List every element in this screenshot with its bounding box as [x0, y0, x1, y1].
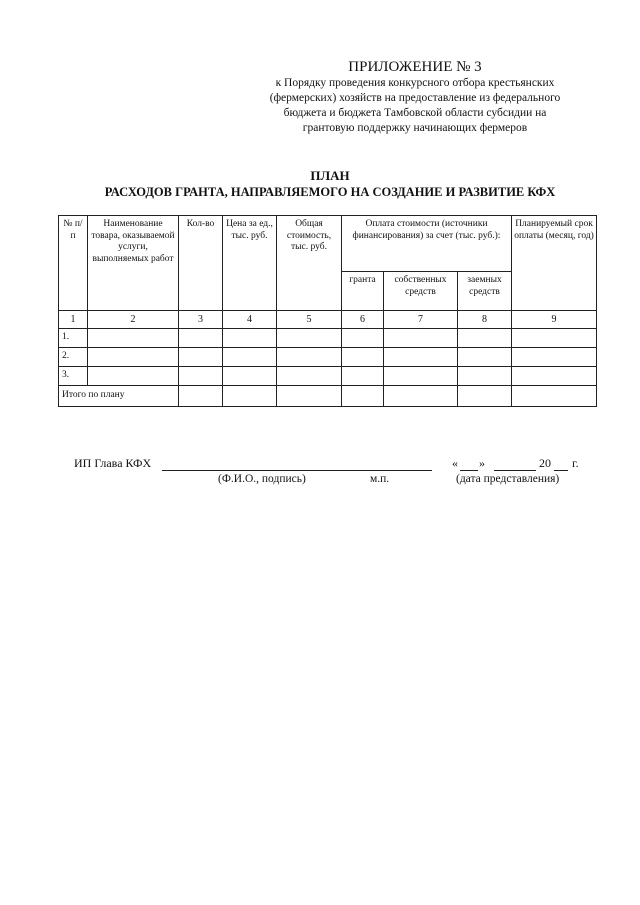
cell-term[interactable] — [512, 329, 597, 348]
header-name: Наименование товара, оказываемой услуги, выполняемых работ — [88, 216, 179, 311]
cell-grant[interactable] — [342, 367, 384, 386]
appendix-line: бюджета и бюджета Тамбовской области субсидии на — [283, 107, 547, 119]
cell-grant[interactable] — [342, 329, 384, 348]
cell-term[interactable] — [512, 367, 597, 386]
year-field[interactable] — [554, 470, 568, 471]
cell-own-funds[interactable] — [384, 329, 458, 348]
table-row — [59, 348, 597, 367]
cell-own-funds[interactable] — [384, 348, 458, 367]
cell-grant[interactable] — [342, 348, 384, 367]
cell-total[interactable] — [277, 348, 342, 367]
year-prefix: 20 — [539, 456, 551, 470]
total-grant[interactable] — [342, 386, 384, 407]
expense-plan-table — [58, 215, 597, 407]
row-index: 3. — [59, 367, 88, 386]
header-total: Общая стоимость, тыс. руб. — [277, 216, 342, 311]
header-loan-funds: заемных средств — [458, 272, 512, 311]
date-open-quote: « — [452, 456, 458, 470]
date-close-quote: » — [479, 456, 485, 470]
cell-loan-funds[interactable] — [458, 367, 512, 386]
cell-qty[interactable] — [179, 367, 223, 386]
column-number: 6 — [342, 311, 384, 329]
fio-caption: (Ф.И.О., подпись) — [218, 473, 306, 485]
date-caption: (дата представления) — [456, 473, 560, 485]
appendix-line: (фермерских) хозяйств на предоставление из федерального — [269, 92, 561, 104]
cell-loan-funds[interactable] — [458, 329, 512, 348]
appendix-line: грантовую поддержку начинающих фермеров — [302, 122, 528, 134]
day-field[interactable] — [460, 470, 478, 471]
document-title — [60, 168, 600, 200]
table-row — [59, 329, 597, 348]
month-field[interactable] — [494, 470, 536, 471]
row-index: 1. — [59, 329, 88, 348]
appendix-heading: ПРИЛОЖЕНИЕ № 3 — [348, 59, 482, 75]
cell-qty[interactable] — [179, 329, 223, 348]
cell-total[interactable] — [277, 367, 342, 386]
column-number: 8 — [458, 311, 512, 329]
total-own-funds[interactable] — [384, 386, 458, 407]
column-number-row — [59, 311, 597, 329]
cell-price[interactable] — [223, 348, 277, 367]
title-line-plan: ПЛАН — [310, 168, 350, 183]
total-qty[interactable] — [179, 386, 223, 407]
title-line-subject: РАСХОДОВ ГРАНТА, НАПРАВЛЯЕМОГО НА СОЗДАНИЕ И РАЗВИТИЕ КФХ — [104, 185, 556, 199]
cell-own-funds[interactable] — [384, 367, 458, 386]
cell-total[interactable] — [277, 329, 342, 348]
row-index: 2. — [59, 348, 88, 367]
cell-price[interactable] — [223, 329, 277, 348]
total-loan-funds[interactable] — [458, 386, 512, 407]
cell-name[interactable] — [88, 348, 179, 367]
cell-loan-funds[interactable] — [458, 348, 512, 367]
header-payment: Оплата стоимости (источники финансирования) за счет (тыс. руб.): — [342, 216, 512, 272]
column-number: 3 — [179, 311, 223, 329]
column-number: 5 — [277, 311, 342, 329]
table-row — [59, 367, 597, 386]
total-label: Итого по плану — [59, 386, 179, 407]
signature-block — [74, 456, 594, 496]
header-own-funds: собственных средств — [384, 272, 458, 311]
column-number: 2 — [88, 311, 179, 329]
year-suffix: г. — [572, 456, 579, 470]
total-price[interactable] — [223, 386, 277, 407]
column-number: 7 — [384, 311, 458, 329]
cell-name[interactable] — [88, 367, 179, 386]
column-number: 9 — [512, 311, 597, 329]
total-sum[interactable] — [277, 386, 342, 407]
cell-qty[interactable] — [179, 348, 223, 367]
column-number: 1 — [59, 311, 88, 329]
cell-price[interactable] — [223, 367, 277, 386]
appendix-block — [230, 58, 600, 136]
stamp-caption: м.п. — [370, 473, 390, 485]
cell-term[interactable] — [512, 348, 597, 367]
total-term[interactable] — [512, 386, 597, 407]
header-num: № п/п — [59, 216, 88, 311]
appendix-line: к Порядку проведения конкурсного отбора крестьянских — [275, 77, 555, 89]
header-price: Цена за ед., тыс. руб. — [223, 216, 277, 311]
header-grant: гранта — [342, 272, 384, 311]
total-row — [59, 386, 597, 407]
signature-label: ИП Глава КФХ — [74, 456, 152, 470]
header-term: Планируемый срок оплаты (месяц, год) — [512, 216, 597, 311]
header-qty: Кол-во — [179, 216, 223, 311]
column-number: 4 — [223, 311, 277, 329]
cell-name[interactable] — [88, 329, 179, 348]
signature-line[interactable] — [162, 470, 432, 471]
